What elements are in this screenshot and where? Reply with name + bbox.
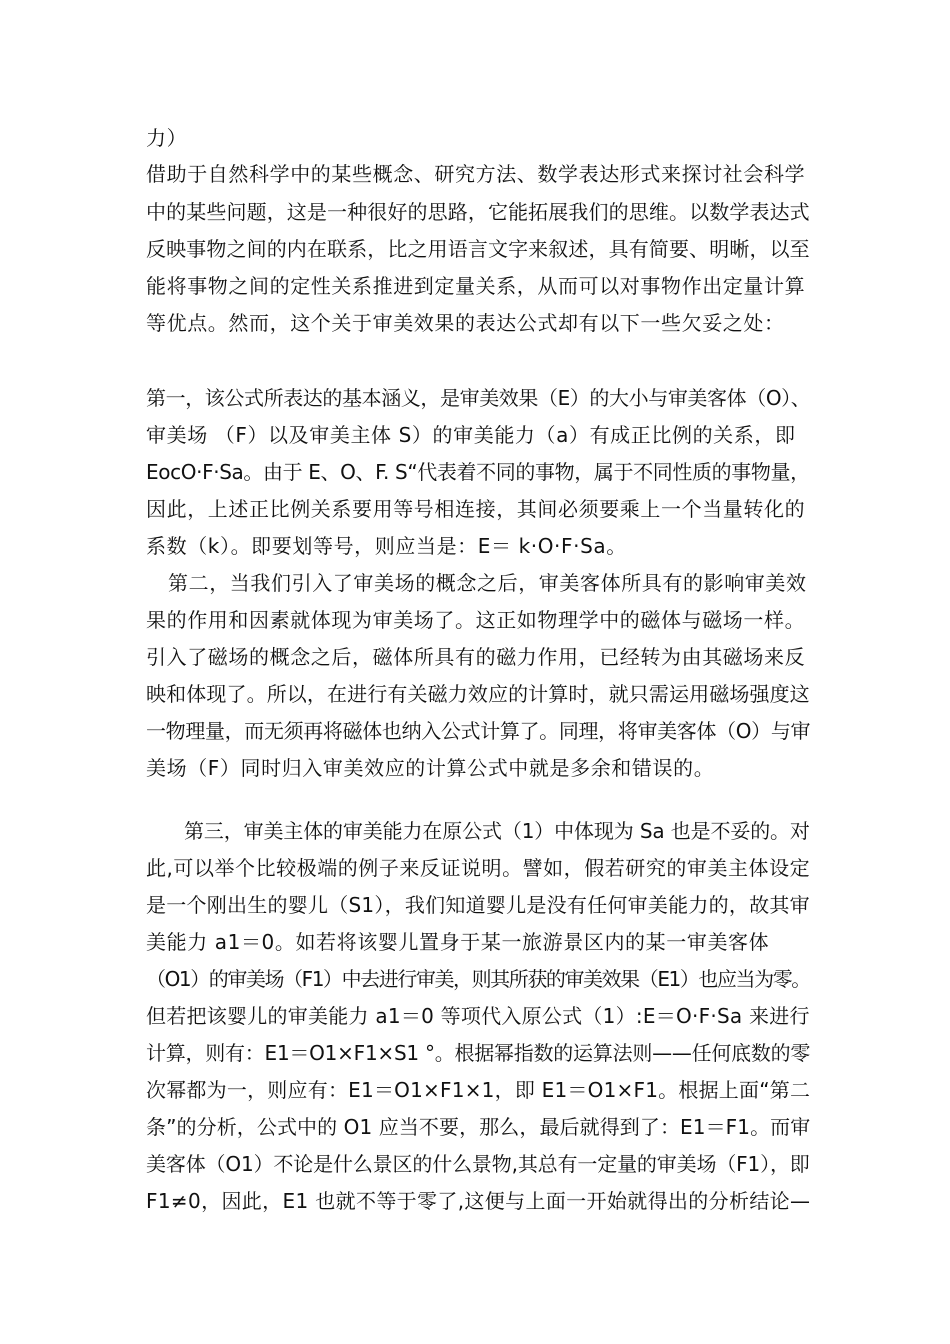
text-line: 是一个刚出生的婴儿（S1），我们知道婴儿是没有任何审美能力的，故其审 (146, 893, 810, 917)
text-line: 映和体现了。所以，在进行有关磁力效应的计算时，就只需运用磁场强度这 (146, 682, 810, 706)
text-line: 等优点。然而，这个关于审美效果的表达公式却有以下一些欠妥之处： (146, 311, 785, 335)
text-line: 审美场 （F）以及审美主体 S）的审美能力（a）有成正比例的关系，即 (146, 423, 796, 447)
text-line: 因此，上述正比例关系要用等号相连接，其间必须要乘上一个当量转化的 (146, 497, 806, 521)
text-line: EocO·F·Sa。由于 E、O、F. S“代表着不同的事物，属于不同性质的事物量， (146, 460, 810, 484)
text-line: 力） (146, 126, 188, 150)
text-line: 此,可以举个比较极端的例子来反证说明。譬如，假若研究的审美主体设定 (146, 856, 811, 880)
text-line: F1≠0，因此，E1 也就不等于零了,这便与上面一开始就得出的分析结论— (146, 1189, 811, 1213)
text-line: 反映事物之间的内在联系，比之用语言文字来叙述，具有简要、明晰，以至 (146, 237, 810, 261)
text-line: 第一，该公式所表达的基本涵义，是审美效果（E）的大小与审美客体（O）、 (146, 386, 811, 410)
text-line: 美客体（O1）不论是什么景区的什么景物,其总有一定量的审美场（F1），即 (146, 1152, 810, 1176)
text-line: 果的作用和因素就体现为审美场了。这正如物理学中的磁体与磁场一样。 (146, 608, 806, 632)
text-line: 但若把该婴儿的审美能力 a1＝0 等项代入原公式（1）:E＝O·F·Sa 来进行 (146, 1004, 810, 1028)
text-line: 美能力 a1＝0。如若将该婴儿置身于某一旅游景区内的某一审美客体 (146, 930, 770, 954)
text-line: 第三，审美主体的审美能力在原公式（1）中体现为 Sa 也是不妥的。对 (184, 819, 810, 843)
text-line: 计算，则有：E1＝O1×F1×S1 °。根据幂指数的运算法则——任何底数的零 (146, 1041, 811, 1065)
text-line: 一物理量，而无须再将磁体也纳入公式计算了。同理，将审美客体（O）与审 (146, 719, 811, 743)
text-line: 条”的分析，公式中的 O1 应当不要，那么，最后就得到了：E1＝F1。而审 (146, 1115, 811, 1139)
text-line: 中的某些问题，这是一种很好的思路，它能拓展我们的思维。以数学表达式 (146, 200, 810, 224)
text-line: 次幂都为一，则应有：E1＝O1×F1×1，即 E1＝O1×F1。根据上面“第二 (146, 1078, 811, 1102)
text-line: 美场（F）同时归入审美效应的计算公式中就是多余和错误的。 (146, 756, 715, 780)
text-line: 借助于自然科学中的某些概念、研究方法、数学表达形式来探讨社会科学 (146, 162, 806, 186)
text-line: 系数（k）。即要划等号，则应当是：E＝ k·O·F·Sa。 (146, 534, 627, 558)
text-line: 能将事物之间的定性关系推进到定量关系，从而可以对事物作出定量计算 (146, 274, 806, 298)
text-line: 第二，当我们引入了审美场的概念之后，审美客体所具有的影响审美效 (168, 571, 807, 595)
text-line: （O1）的审美场（F1）中去进行审美，则其所获的审美效果（E1）也应当为零。 (146, 967, 810, 991)
text-line: 引入了磁场的概念之后，磁体所具有的磁力作用，已经转为由其磁场来反 (146, 645, 806, 669)
